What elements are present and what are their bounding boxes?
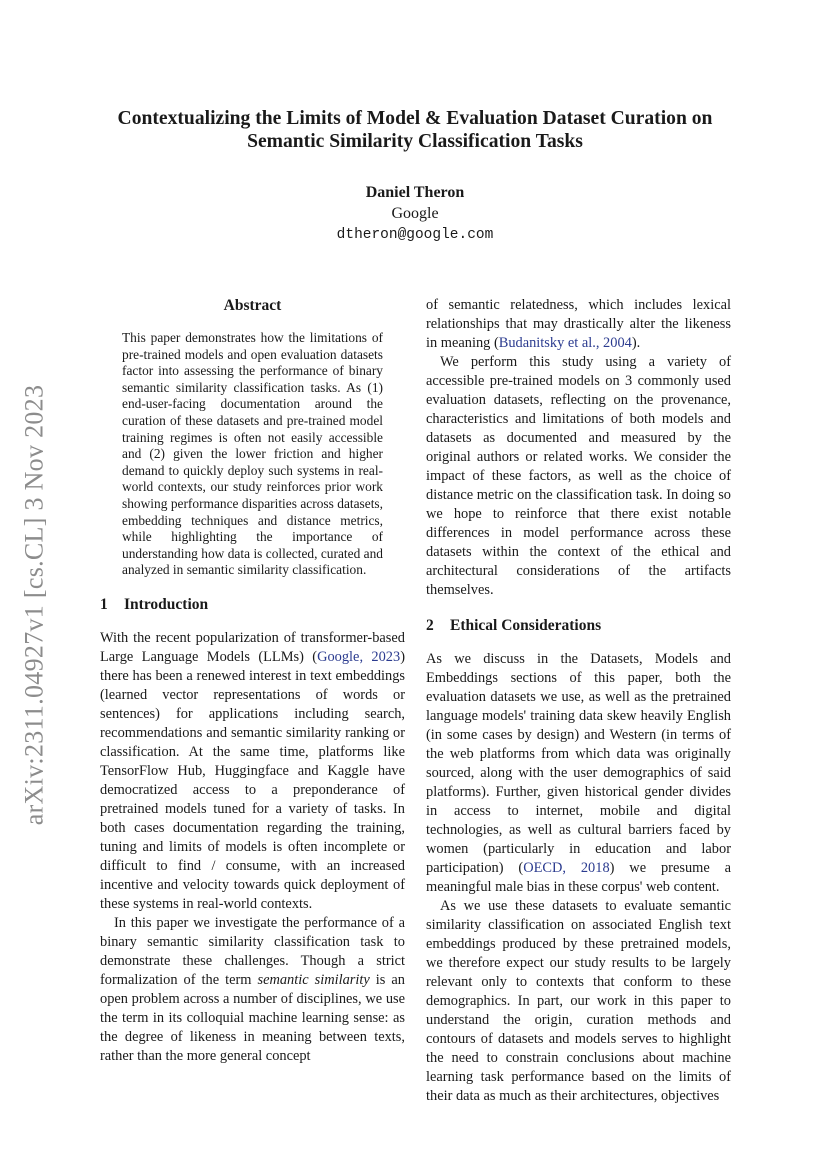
text-span: In this paper we investigate the performance of a binary semantic similarity classification task to demonstrate these challenges. Though a strict formalization of the term (100, 914, 405, 988)
text-span: ) there has been a renewed interest in text embeddings (learned vector representations of words or sentences) for applications including search, recommendations and semantic similarity ranking or classification. At the same time, platforms like TensorFlow Hub, Huggingface and Kaggle have democratized access to a preponderance of pretrained models tuned for a variety of tasks. In both cases documentation regarding the training, tuning and limits of models is often incomplete or difficult to find / consume, with an increased incentive and velocity towards quick deployment of these systems in real-world contexts. (100, 648, 405, 912)
section-heading-introduction (100, 595, 405, 615)
section-title: Introduction (124, 595, 209, 613)
author-affiliation: Google (391, 205, 439, 222)
abstract-heading: Abstract (223, 297, 282, 314)
ethics-paragraph-2: As we use these datasets to evaluate semantic similarity classification on associated English text embeddings produced by these pretrained models, we therefore expect our study results to be largely relevant only to contexts that conform to these demographics. In part, our work in this paper to understand the origin, curation methods and contours of datasets and models serves to highlight the need to constrain conclusions about machine learning task performance based on the limits of their data as much as their architectures, objectives (426, 898, 731, 1104)
intro-paragraph-continued (426, 296, 731, 353)
left-column (100, 296, 405, 1066)
emphasis-term: semantic similarity (257, 971, 370, 988)
text-span: With the recent popularization of transformer-based Large Language Models (LLMs) ( (100, 629, 405, 665)
paper-title (100, 107, 730, 153)
title-line-2: Semantic Similarity Classification Tasks (247, 131, 583, 152)
text-span: ) we presume a meaningful male bias in these corpus' web content. (426, 860, 731, 895)
author-block (100, 182, 730, 246)
section-heading-ethical (426, 616, 731, 636)
section-number: 1 (100, 595, 108, 613)
text-span: of semantic relatedness, which includes lexical relationships that may drastically alter the likeness in meaning ( (426, 297, 731, 351)
text-span: ). (631, 335, 641, 351)
arxiv-id: arXiv:2311.04927v1 [cs.CL] 3 Nov 2023 (19, 384, 48, 826)
text-span: is an open problem across a number of disciplines, we use the term in its colloquial machine learning sense: as the degree of likeness in meaning between texts, rather than the more general concept (100, 971, 405, 1064)
title-line-1: Contextualizing the Limits of Model & Evaluation Dataset Curation on (117, 108, 713, 129)
citation-link[interactable]: Budanitsky et al., 2004 (498, 335, 632, 351)
abstract-text: This paper demonstrates how the limitations of pre-trained models and open evaluation datasets factor into assessing the performance of binary semantic similarity classification tasks. As (1) end-user-facing documentation around the curation of these datasets and pre-trained model training regimes is often not easily accessible and (2) given the lower friction and higher demand to quickly deploy such systems in real-world contexts, our study reinforces prior work showing performance disparities across datasets, embedding techniques and distance metrics, while highlighting the importance of understanding how data is collected, curated and analyzed in semantic similarity classification. (122, 330, 383, 578)
author-name: Daniel Theron (365, 184, 465, 201)
citation-link[interactable]: Google, 2023 (317, 648, 401, 665)
author-email[interactable]: dtheron@google.com (336, 227, 494, 243)
intro-paragraph-3: We perform this study using a variety of accessible pre-trained models on 3 commonly used evaluation datasets, reflecting on the provenance, characteristics and limitations of both models and datasets as documented and measured by the original authors or related works. We consider the impact of these factors, as well as the choice of distance metric on the classification task. In doing so we hope to reinforce that there exist notable differences in model performance across these datasets within the context of the ethical and architectural considerations of the artifacts themselves. (426, 354, 731, 598)
intro-paragraph-2 (100, 914, 405, 1066)
text-span: As we discuss in the Datasets, Models and Embeddings sections of this paper, both the evaluation datasets we use, as well as the pretrained language models' training data skew heavily English (in some cases by design) and Western (in terms of the web platforms from which data was originally sourced, along with the user demographics of said platforms). Further, given historical gender divides in access to internet, mobile and digital technologies, as well as cultural barriers faced by women (particularly in education and labor participation) ( (426, 651, 731, 876)
right-column (426, 296, 731, 1106)
section-title: Ethical Considerations (450, 617, 602, 634)
arxiv-sidebar-stamp (14, 365, 54, 845)
ethics-paragraph-1 (426, 650, 731, 897)
section-number: 2 (426, 617, 434, 634)
intro-paragraph-1 (100, 629, 405, 914)
citation-link[interactable]: OECD, 2018 (523, 860, 610, 876)
